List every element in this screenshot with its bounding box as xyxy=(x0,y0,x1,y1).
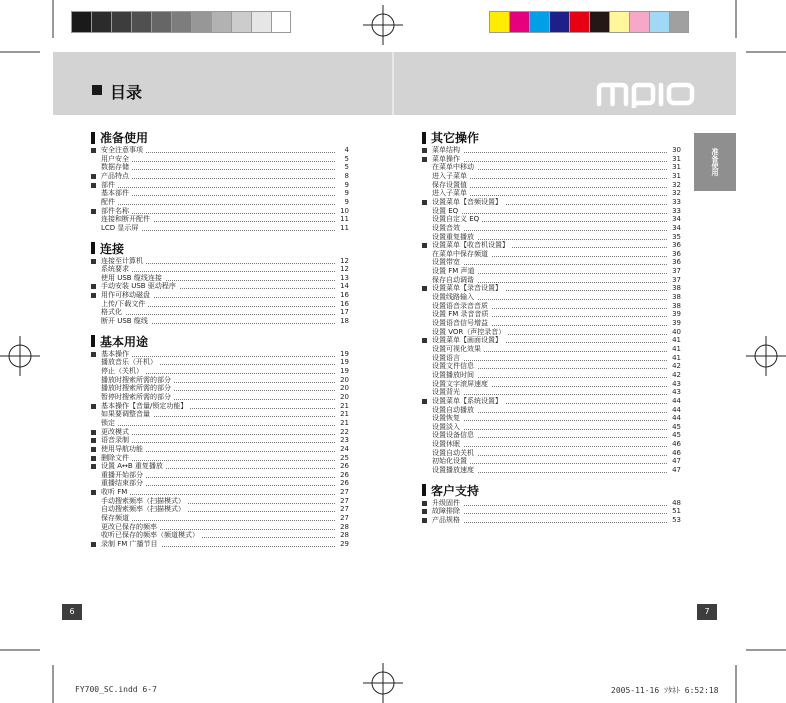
toc-entry-page: 14 xyxy=(340,282,349,291)
toc-entry-page: 35 xyxy=(672,232,681,241)
toc-entry-page: 53 xyxy=(672,516,681,524)
toc-entry-page: 32 xyxy=(672,189,681,198)
toc-entry-page: 44 xyxy=(672,396,681,405)
toc-entry-label: 升级固件 xyxy=(432,498,463,508)
toc-entry-label: 手动搜索频率（扫描模式） xyxy=(101,496,188,506)
side-tab xyxy=(694,133,736,191)
color-swatch xyxy=(549,11,569,33)
section-heading-text: 客户支持 xyxy=(431,483,480,498)
bullet-icon xyxy=(91,174,96,179)
toc-entry-label: 设置音效 xyxy=(432,223,463,233)
toc-entry-label: 设置语言 xyxy=(432,353,463,363)
toc-entry-label: 配件 xyxy=(101,197,118,207)
toc-entry-label: 设置菜单【系统设置】 xyxy=(432,396,505,406)
toc-entry-page: 18 xyxy=(340,317,349,326)
toc-entry-label: 连接至计算机 xyxy=(101,256,146,266)
toc-entry-page: 25 xyxy=(340,453,349,462)
toc-entry-label: 设置带宽 xyxy=(432,257,463,267)
toc-entry-label: 自动搜索频率（扫描模式） xyxy=(101,504,188,514)
toc-entry-label: 断开 USB 缆线 xyxy=(101,316,151,326)
bullet-icon xyxy=(91,464,96,469)
toc-entry-label: 设置菜单【画面设置】 xyxy=(432,335,505,345)
section-heading-text: 基本用途 xyxy=(100,334,149,349)
page-number-right: 7 xyxy=(697,604,717,620)
toc-entry-page: 41 xyxy=(672,353,681,362)
bullet-icon xyxy=(91,209,96,214)
color-swatch xyxy=(171,11,191,33)
toc-entry-page: 10 xyxy=(340,206,349,215)
toc-entry-page: 27 xyxy=(340,496,349,505)
toc-entry-label: 菜单结构 xyxy=(432,145,463,155)
toc-entry-label: 如果要调整音量 xyxy=(101,409,153,419)
section-heading-text: 连接 xyxy=(100,241,125,256)
toc-entry-page: 26 xyxy=(340,479,349,488)
toc-entry-label: 设置恢复 xyxy=(432,413,463,423)
toc-entry-page: 45 xyxy=(672,431,681,440)
title-square-icon xyxy=(92,85,102,95)
toc-entry-page: 43 xyxy=(672,379,681,388)
toc-entry-page: 19 xyxy=(340,358,349,367)
bullet-icon xyxy=(422,200,427,205)
color-swatch xyxy=(231,11,251,33)
toc-entry-page: 11 xyxy=(340,215,349,224)
toc-entry-label: 播放时搜索所需的部分 xyxy=(101,383,174,393)
color-swatch xyxy=(211,11,231,33)
color-swatch xyxy=(569,11,589,33)
toc-entry-label: 在菜单中移动 xyxy=(432,162,477,172)
toc-entry-label: 使用 USB 缆线连接 xyxy=(101,273,165,283)
toc-entry-label: 使用导航功能 xyxy=(101,444,146,454)
toc-entry-label: 进入子菜单 xyxy=(432,188,470,198)
toc-entry-page: 11 xyxy=(340,223,349,232)
toc-entry-page: 39 xyxy=(672,310,681,319)
bullet-icon xyxy=(422,286,427,291)
toc-entry-label: 收听已保存的频率（频道模式） xyxy=(101,530,202,540)
toc-entry-page: 9 xyxy=(344,189,349,198)
bullet-icon xyxy=(91,259,96,264)
toc-entry-page: 12 xyxy=(340,265,349,274)
toc-entry-page: 21 xyxy=(340,418,349,427)
toc-entry-page: 13 xyxy=(340,273,349,282)
bullet-icon xyxy=(422,148,427,153)
toc-entry-page: 37 xyxy=(672,275,681,284)
color-swatch xyxy=(111,11,131,33)
toc-entry-label: 收听 FM xyxy=(101,487,130,497)
toc-entry-page: 41 xyxy=(672,336,681,345)
toc-entry-label: 播放时搜索所需的部分 xyxy=(101,375,174,385)
toc-entry[interactable] xyxy=(91,316,349,326)
toc-entry-page: 41 xyxy=(672,344,681,353)
color-swatch xyxy=(489,11,509,33)
toc-entry-label: 设置休眠 xyxy=(432,439,463,449)
toc-entry-label: 设置自定义 EQ xyxy=(432,214,482,224)
toc-entry-page: 46 xyxy=(672,448,681,457)
toc-entry-page: 4 xyxy=(344,146,349,154)
toc-entry-label: 设置 FM 录音音质 xyxy=(432,309,492,319)
bullet-icon xyxy=(422,501,427,506)
toc-entry-page: 5 xyxy=(344,163,349,172)
toc-entry-page: 32 xyxy=(672,180,681,189)
toc-entry-page: 40 xyxy=(672,327,681,336)
toc-entry-label: 保存频道 xyxy=(101,513,132,523)
bullet-icon xyxy=(91,447,96,452)
toc-entry-label: 设置 VOR（声控录音） xyxy=(432,327,508,337)
color-swatch xyxy=(529,11,549,33)
toc-entry-page: 39 xyxy=(672,319,681,327)
toc-entry-label: 产品特点 xyxy=(101,171,132,181)
toc-entry-label: 故障排除 xyxy=(432,506,463,516)
toc-entry-page: 34 xyxy=(672,223,681,232)
color-swatch xyxy=(589,11,609,33)
toc-entry-label: 设置重复播放 xyxy=(432,232,477,242)
toc-entry-page: 22 xyxy=(340,427,349,436)
toc-entry-page: 38 xyxy=(672,293,681,302)
page-number-left: 6 xyxy=(62,604,82,620)
color-swatch xyxy=(509,11,529,33)
toc-entry-page: 17 xyxy=(340,308,349,317)
color-swatch xyxy=(649,11,669,33)
toc-entry-label: 设置线路输入 xyxy=(432,292,477,302)
toc-entry-label: 删除文件 xyxy=(101,453,132,463)
toc-entry-page: 37 xyxy=(672,267,681,276)
toc-entry-label: 设置菜单【录音设置】 xyxy=(432,283,505,293)
bullet-icon xyxy=(91,542,96,547)
toc-entry-label: 系统要求 xyxy=(101,264,132,274)
bullet-icon xyxy=(91,404,96,409)
toc-entry-label: 设置文字滚屏速度 xyxy=(432,379,491,389)
bullet-icon xyxy=(422,243,427,248)
bullet-icon xyxy=(91,430,96,435)
toc-entry-label: 设置 EQ xyxy=(432,206,461,216)
toc-entry-page: 9 xyxy=(344,197,349,206)
toc-entry-page: 28 xyxy=(340,522,349,531)
color-swatch xyxy=(629,11,649,33)
toc-entry-label: 设置播放时间 xyxy=(432,370,477,380)
toc-entry-page: 24 xyxy=(340,444,349,453)
toc-entry-page: 36 xyxy=(672,249,681,258)
toc-entry-label: 手动安装 USB 驱动程序 xyxy=(101,281,179,291)
toc-entry-label: 设置语音信号增益 xyxy=(432,318,491,328)
toc-entry-page: 31 xyxy=(672,163,681,172)
page-title: 目录 xyxy=(110,83,143,102)
color-swatch xyxy=(71,11,91,33)
toc-entry-page: 42 xyxy=(672,362,681,371)
toc-entry-label: 设置自动播放 xyxy=(432,405,477,415)
color-swatch xyxy=(191,11,211,33)
toc-entry-label: 产品规格 xyxy=(432,515,463,525)
toc-entry-page: 44 xyxy=(672,405,681,414)
toc-entry-label: 数据存储 xyxy=(101,162,132,172)
toc-entry-label: 更改已保存的频率 xyxy=(101,522,160,532)
toc-entry-page: 42 xyxy=(672,370,681,379)
toc-entry-label: 保存设置值 xyxy=(432,180,470,190)
toc-entry-page: 31 xyxy=(672,154,681,163)
toc-entry-label: 设置 A↔B 重复播放 xyxy=(101,461,166,471)
toc-entry-label: 暂停时搜索所需的部分 xyxy=(101,392,174,402)
toc-entry-page: 16 xyxy=(340,291,349,300)
toc-entry-page: 27 xyxy=(340,488,349,497)
toc-entry-page: 47 xyxy=(672,466,681,475)
toc-entry-label: 保存自动调谐 xyxy=(432,275,477,285)
bullet-icon xyxy=(422,509,427,514)
toc-entry-page: 33 xyxy=(672,197,681,206)
heading-bar xyxy=(91,335,95,347)
toc-entry-page: 26 xyxy=(340,462,349,471)
toc-entry-page: 29 xyxy=(340,540,349,548)
toc-entry-label: 设置 FM 声道 xyxy=(432,266,478,276)
toc-entry-page: 20 xyxy=(340,384,349,393)
color-bar-grayscale xyxy=(71,11,291,33)
toc-entry-page: 23 xyxy=(340,436,349,445)
toc-entry-page: 36 xyxy=(672,258,681,267)
toc-entry-label: 设置背光 xyxy=(432,387,463,397)
color-swatch xyxy=(271,11,291,33)
toc-entry-label: 菜单操作 xyxy=(432,154,463,164)
toc-entry-label: 设置菜单【收音机设置】 xyxy=(432,240,512,250)
toc-entry-label: 设置自动关机 xyxy=(432,448,477,458)
leader-dots xyxy=(432,513,667,523)
toc-entry-label: 上传/下载文件 xyxy=(101,299,148,309)
color-swatch xyxy=(151,11,171,33)
toc-entry-page: 28 xyxy=(340,531,349,540)
toc-entry-label: 设置菜单【音频设置】 xyxy=(432,197,505,207)
toc-entry-page: 20 xyxy=(340,375,349,384)
toc-entry-page: 27 xyxy=(340,505,349,514)
toc-entry-label: 停止（关机） xyxy=(101,366,146,376)
color-swatch xyxy=(91,11,111,33)
toc-entry[interactable] xyxy=(91,539,349,549)
toc-entry-page: 48 xyxy=(672,498,681,507)
toc-entry-page: 31 xyxy=(672,171,681,180)
toc-entry-label: 用户安全 xyxy=(101,154,132,164)
toc-entry-label: 部件 xyxy=(101,180,118,190)
toc-entry-page: 38 xyxy=(672,284,681,293)
bullet-icon xyxy=(91,352,96,357)
toc-entry-label: 重播开始部分 xyxy=(101,470,146,480)
toc-entry-label: 在菜单中保存频道 xyxy=(432,249,491,259)
print-slug-right: 2005-11-16 ｿﾀﾈﾄ 6:52:18 xyxy=(611,686,719,695)
toc-entry-page: 9 xyxy=(344,180,349,189)
toc-entry-label: 设置可视化效果 xyxy=(432,344,484,354)
bullet-icon xyxy=(91,284,96,289)
bullet-icon xyxy=(422,399,427,404)
bullet-icon xyxy=(422,338,427,343)
toc-entry-label: 录制 FM 广播节目 xyxy=(101,539,161,549)
toc-entry-page: 33 xyxy=(672,206,681,215)
bullet-icon xyxy=(91,438,96,443)
bullet-icon xyxy=(91,456,96,461)
toc-entry-label: 设置设备信息 xyxy=(432,430,477,440)
toc-entry-label: 语音录制 xyxy=(101,435,132,445)
toc-entry-page: 16 xyxy=(340,299,349,308)
toc-entry-label: 设置文件信息 xyxy=(432,361,477,371)
toc-entry-label: 初始化设置 xyxy=(432,456,470,466)
toc-entry-label: 进入子菜单 xyxy=(432,171,470,181)
heading-bar xyxy=(91,132,95,144)
toc-entry-label: 播放音乐（开机） xyxy=(101,357,160,367)
heading-bar xyxy=(422,132,426,144)
bullet-icon xyxy=(91,148,96,153)
toc-entry-page: 46 xyxy=(672,440,681,449)
toc-entry-page: 44 xyxy=(672,414,681,423)
bullet-icon xyxy=(91,183,96,188)
toc-entry-page: 45 xyxy=(672,422,681,431)
print-slug-left: FY700_SC.indd 6-7 xyxy=(75,685,157,694)
toc-entry[interactable] xyxy=(91,223,349,233)
toc-entry-label: 设置播放速度 xyxy=(432,465,477,475)
toc-entry-label: 部件名称 xyxy=(101,206,132,216)
heading-bar xyxy=(91,242,95,254)
toc-entry-label: 连接和断开配件 xyxy=(101,214,153,224)
toc-entry-page: 34 xyxy=(672,215,681,224)
toc-entry[interactable] xyxy=(422,465,681,475)
mpio-logo xyxy=(596,80,696,108)
toc-entry-page: 47 xyxy=(672,457,681,466)
toc-entry-page: 43 xyxy=(672,388,681,397)
bullet-icon xyxy=(422,157,427,162)
toc-entry-page: 5 xyxy=(344,154,349,163)
toc-entry-label: LCD 显示屏 xyxy=(101,223,141,233)
toc-entry-page: 21 xyxy=(340,401,349,410)
toc-entry-label: 重播结束部分 xyxy=(101,478,146,488)
toc-entry-page: 8 xyxy=(344,171,349,180)
color-swatch xyxy=(669,11,689,33)
toc-entry-page: 26 xyxy=(340,470,349,479)
color-swatch xyxy=(251,11,271,33)
bullet-icon xyxy=(91,490,96,495)
side-tab-label: 准备使用 xyxy=(711,148,719,176)
toc-entry-label: 基本操作 xyxy=(101,349,132,359)
toc-entry-page: 19 xyxy=(340,367,349,375)
toc-entry-label: 锁定 xyxy=(101,418,118,428)
toc-entry-label: 设置淡入 xyxy=(432,422,463,432)
toc-entry-label: 设置语音录音音质 xyxy=(432,301,491,311)
toc-entry-label: 用作可移动磁盘 xyxy=(101,290,153,300)
bullet-icon xyxy=(422,518,427,523)
color-swatch xyxy=(609,11,629,33)
toc-entry-label: 安全注意事项 xyxy=(101,145,146,155)
toc-entry[interactable] xyxy=(422,515,681,525)
toc-entry-page: 36 xyxy=(672,241,681,250)
bullet-icon xyxy=(91,293,96,298)
toc-entry-page: 19 xyxy=(340,349,349,358)
toc-entry-label: 更改模式 xyxy=(101,427,132,437)
toc-entry-page: 38 xyxy=(672,301,681,310)
section-heading-text: 准备使用 xyxy=(100,131,149,145)
toc-entry-page: 12 xyxy=(340,256,349,265)
toc-entry-page: 21 xyxy=(340,410,349,419)
toc-entry-page: 30 xyxy=(672,146,681,154)
toc-entry-label: 基本操作【音量/锁定功能】 xyxy=(101,401,190,411)
toc-entry-page: 27 xyxy=(340,514,349,523)
toc-entry-page: 20 xyxy=(340,392,349,401)
toc-entry-label: 格式化 xyxy=(101,307,125,317)
heading-bar xyxy=(422,484,426,496)
section-heading-text: 其它操作 xyxy=(431,131,480,145)
toc-entry-label: 基本部件 xyxy=(101,188,132,198)
toc-entry-page: 51 xyxy=(672,507,681,516)
color-bar-process xyxy=(489,11,689,33)
color-swatch xyxy=(131,11,151,33)
